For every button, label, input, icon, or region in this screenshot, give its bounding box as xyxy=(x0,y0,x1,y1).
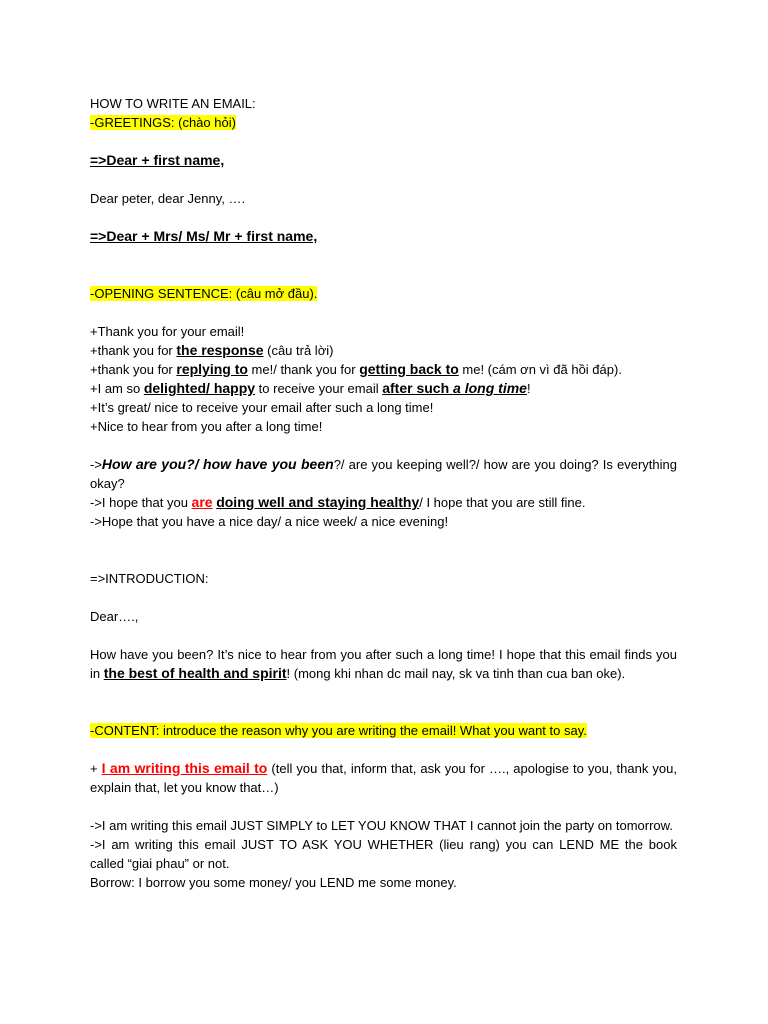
doc-title: HOW TO WRITE AN EMAIL: xyxy=(90,96,256,111)
content-paragraph-1: + I am writing this email to (tell you that, inform that, ask you for …., apologise to you, thank you, explain that, let you know that…) xyxy=(90,760,677,795)
opening-line-3: +thank you for replying to me!/ thank you for getting back to me! (cám ơn vì đã hồi đáp). xyxy=(90,361,622,377)
opening-line-5: +It’s great/ nice to receive your email after such a long time! xyxy=(90,400,434,415)
opening-line-1: +Thank you for your email! xyxy=(90,324,245,339)
content-paragraph-4: Borrow: I borrow you some money/ you LEND me some money. xyxy=(90,875,457,890)
opening-line-4: +I am so delighted/ happy to receive your email after such a long time! xyxy=(90,380,531,396)
content-paragraph-3: ->I am writing this email JUST TO ASK YOU WHETHER (lieu rang) you can LEND ME the book called “giai phau” or not. xyxy=(90,837,677,871)
introduction-paragraph: How have you been? It’s nice to hear from you after such a long time! I hope that this email finds you in the best of health and spirit! (mong khi nhan dc mail nay, sk va tinh than cua ban oke). xyxy=(90,647,677,681)
introduction-dear: Dear…., xyxy=(90,609,139,624)
content-paragraph-2: ->I am writing this email JUST SIMPLY to LET YOU KNOW THAT I cannot join the party on tomorrow. xyxy=(90,818,673,833)
opening-line-8: ->I hope that you are doing well and staying healthy/ I hope that you are still fine. xyxy=(90,494,586,510)
greetings-formula-2: =>Dear + Mrs/ Ms/ Mr + first name, xyxy=(90,228,318,244)
greetings-heading: -GREETINGS: (chào hỏi) xyxy=(90,115,236,130)
opening-line-6: +Nice to hear from you after a long time! xyxy=(90,419,323,434)
opening-line-2: +thank you for the response (câu trả lời) xyxy=(90,342,334,358)
document-body xyxy=(90,94,677,892)
greetings-example: Dear peter, dear Jenny, …. xyxy=(90,191,246,206)
introduction-heading: =>INTRODUCTION: xyxy=(90,571,209,586)
opening-line-7: ->How are you?/ how have you been?/ are you keeping well?/ how are you doing? Is everything okay? xyxy=(90,456,677,491)
content-heading: -CONTENT: introduce the reason why you are writing the email! What you want to say. xyxy=(90,723,587,738)
greetings-formula-1: =>Dear + first name, xyxy=(90,152,225,168)
opening-heading: -OPENING SENTENCE: (câu mở đầu). xyxy=(90,286,318,301)
opening-line-9: ->Hope that you have a nice day/ a nice week/ a nice evening! xyxy=(90,514,449,529)
